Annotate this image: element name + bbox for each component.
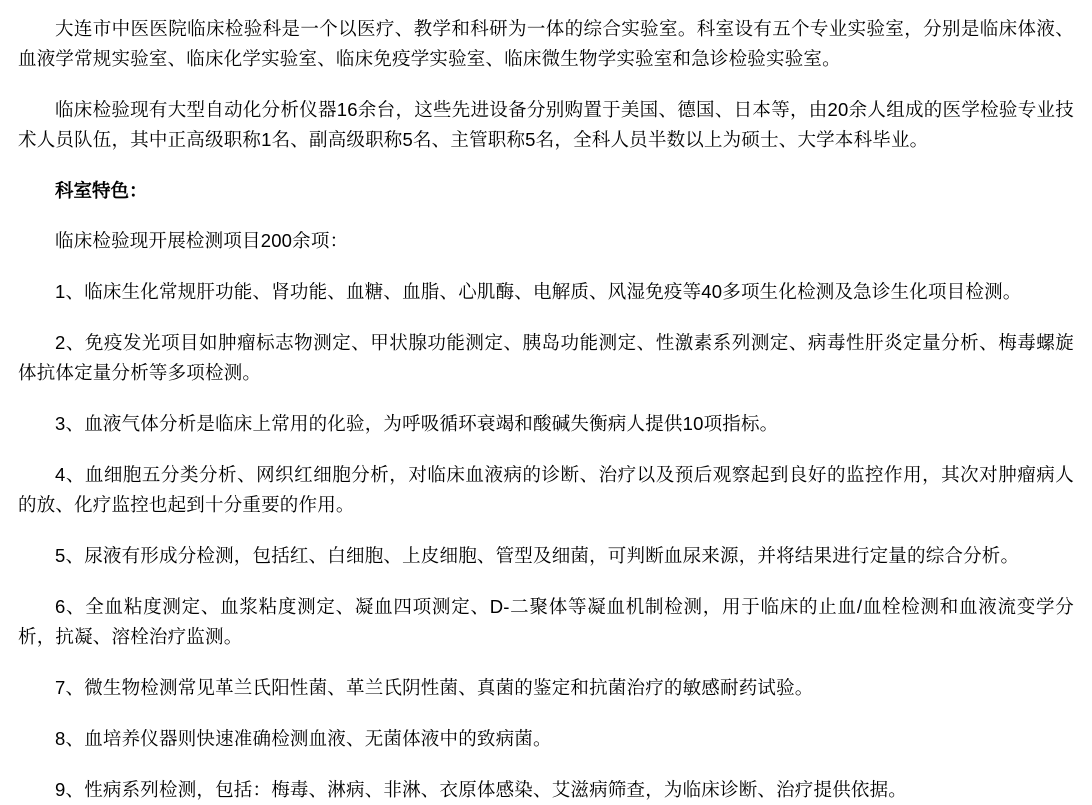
items-count-paragraph: 临床检验现开展检测项目200余项： [55, 230, 349, 251]
list-item-2: 2、免疫发光项目如肿瘤标志物测定、甲状腺功能测定、胰岛功能测定、性激素系列测定、病毒性肝炎定量分析、梅毒螺旋体抗体定量分析等多项检测。 [18, 332, 1074, 383]
document-body [14, 14, 1078, 805]
list-item-1: 1、临床生化常规肝功能、肾功能、血糖、血脂、心肌酶、电解质、风湿免疫等40多项生化检测及急诊生化项目检测。 [55, 281, 1022, 302]
list-item-6: 6、全血粘度测定、血浆粘度测定、凝血四项测定、D-二聚体等凝血机制检测，用于临床的止血/血栓检测和血液流变学分析，抗凝、溶栓治疗监测。 [18, 596, 1074, 647]
list-item-4: 4、血细胞五分类分析、网织红细胞分析，对临床血液病的诊断、治疗以及预后观察起到良好的监控作用，其次对肿瘤病人的放、化疗监控也起到十分重要的作用。 [18, 464, 1074, 515]
section-heading-department-features: 科室特色： [55, 180, 148, 201]
list-item-5: 5、尿液有形成分检测，包括红、白细胞、上皮细胞、管型及细菌，可判断血尿来源，并将结果进行定量的综合分析。 [55, 545, 1020, 566]
intro-paragraph: 大连市中医医院临床检验科是一个以医疗、教学和科研为一体的综合实验室。科室设有五个专业实验室，分别是临床体液、血液学常规实验室、临床化学实验室、临床免疫学实验室、临床微生物学实验室和急诊检验实验室。 [18, 18, 1074, 69]
list-item-8: 8、血培养仪器则快速准确检测血液、无菌体液中的致病菌。 [55, 728, 552, 749]
list-item-7: 7、微生物检测常见革兰氏阳性菌、革兰氏阴性菌、真菌的鉴定和抗菌治疗的敏感耐药试验。 [55, 677, 814, 698]
list-item-3: 3、血液气体分析是临床上常用的化验，为呼吸循环衰竭和酸碱失衡病人提供10项指标。 [55, 413, 779, 434]
equipment-paragraph: 临床检验现有大型自动化分析仪器16余台，这些先进设备分别购置于美国、德国、日本等，由20余人组成的医学检验专业技术人员队伍，其中正高级职称1名、副高级职称5名、主管职称5名，全科人员半数以上为硕士、大学本科毕业。 [18, 99, 1074, 150]
list-item-9: 9、性病系列检测，包括：梅毒、淋病、非淋、衣原体感染、艾滋病筛查，为临床诊断、治疗提供依据。 [55, 779, 907, 800]
